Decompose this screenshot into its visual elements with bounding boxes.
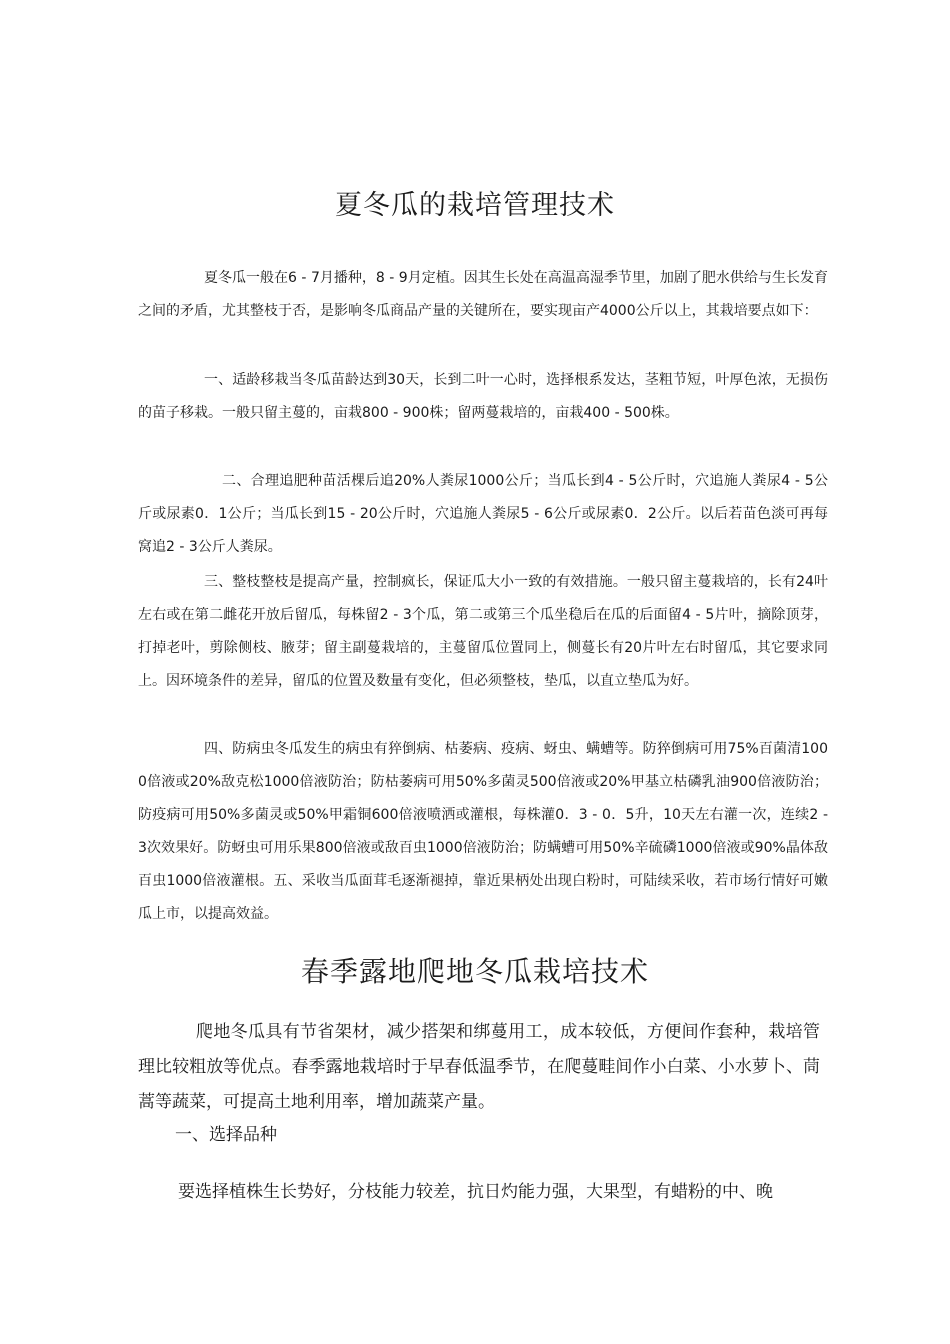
section1-transplant-paragraph: 一、适龄移栽当冬瓜苗龄达到30天，长到二叶一心时，选择根系发达，茎粗节短，叶厚色浓，无损伤的苗子移栽。一般只留主蔓的，亩栽800 - 900株；留两蔓栽培的，亩栽400 - 500株。 xyxy=(138,372,828,421)
section2-variety-paragraph: 要选择植株生长势好，分枝能力较差，抗日灼能力强，大果型，有蜡粉的中、晚 xyxy=(178,1182,773,1202)
section2-heading-variety: 一、选择品种 xyxy=(175,1125,277,1145)
section1-pruning-paragraph: 三、整枝整枝是提高产量，控制疯长，保证瓜大小一致的有效措施。一般只留主蔓栽培的，长有24叶左右或在第二雌花开放后留瓜，每株留2 - 3个瓜，第二或第三个瓜坐稳后在瓜的后面留4 - 5片叶，摘除顶芽，打掉老叶，剪除侧枝、腋芽；留主副蔓栽培的，主蔓留瓜位置同上，侧蔓长有20片叶左右时留瓜，其它要求同上。因环境条件的差异，留瓜的位置及数量有变化，但必须整枝，垫瓜，以直立垫瓜为好。 xyxy=(138,574,828,689)
section1-title: 夏冬瓜的栽培管理技术 xyxy=(335,190,615,221)
section1-pest-paragraph: 四、防病虫冬瓜发生的病虫有猝倒病、枯萎病、疫病、蚜虫、螨螬等。防猝倒病可用75%百菌清1000倍液或20%敌克松1000倍液防治；防枯萎病可用50%多菌灵500倍液或20%甲基立枯磷乳油900倍液防治；防疫病可用50%多菌灵或50%甲霜铜600倍液喷洒或灌根，每株灌0．3 - 0．5升，10天左右灌一次，连续2 - 3次效果好。防蚜虫可用乐果800倍液或敌百虫1000倍液防治；防螨螬可用50%辛硫磷1000倍液或90%晶体敌百虫1000倍液灌根。五、采收当瓜面茸毛逐渐褪掉，靠近果柄处出现白粉时，可陆续采收，若市场行情好可嫩瓜上市，以提高效益。 xyxy=(138,741,828,922)
section2-title: 春季露地爬地冬瓜栽培技术 xyxy=(300,955,649,988)
section1-intro-paragraph: 夏冬瓜一般在6 - 7月播种，8 - 9月定植。因其生长处在高温高湿季节里，加剧了肥水供给与生长发育之间的矛盾，尤其整枝于否，是影响冬瓜商品产量的关键所在，要实现亩产4000公斤以上，其栽培要点如下： xyxy=(138,270,828,319)
section1-fertilize-paragraph: 二、合理追肥种苗活棵后追20%人粪尿1000公斤；当瓜长到4 - 5公斤时，穴追施人粪尿4 - 5公斤或尿素0．1公斤；当瓜长到15 - 20公斤时，穴追施人粪尿5 - 6公斤或尿素0．2公斤。以后若苗色淡可再每窝追2 - 3公斤人粪尿。 xyxy=(138,473,828,555)
section2-intro-paragraph: 爬地冬瓜具有节省架材，减少搭架和绑蔓用工，成本较低，方便间作套种，栽培管理比较粗放等优点。春季露地栽培时于早春低温季节，在爬蔓畦间作小白菜、小水萝卜、茼蒿等蔬菜，可提高土地利用率，增加蔬菜产量。 xyxy=(138,1022,820,1112)
